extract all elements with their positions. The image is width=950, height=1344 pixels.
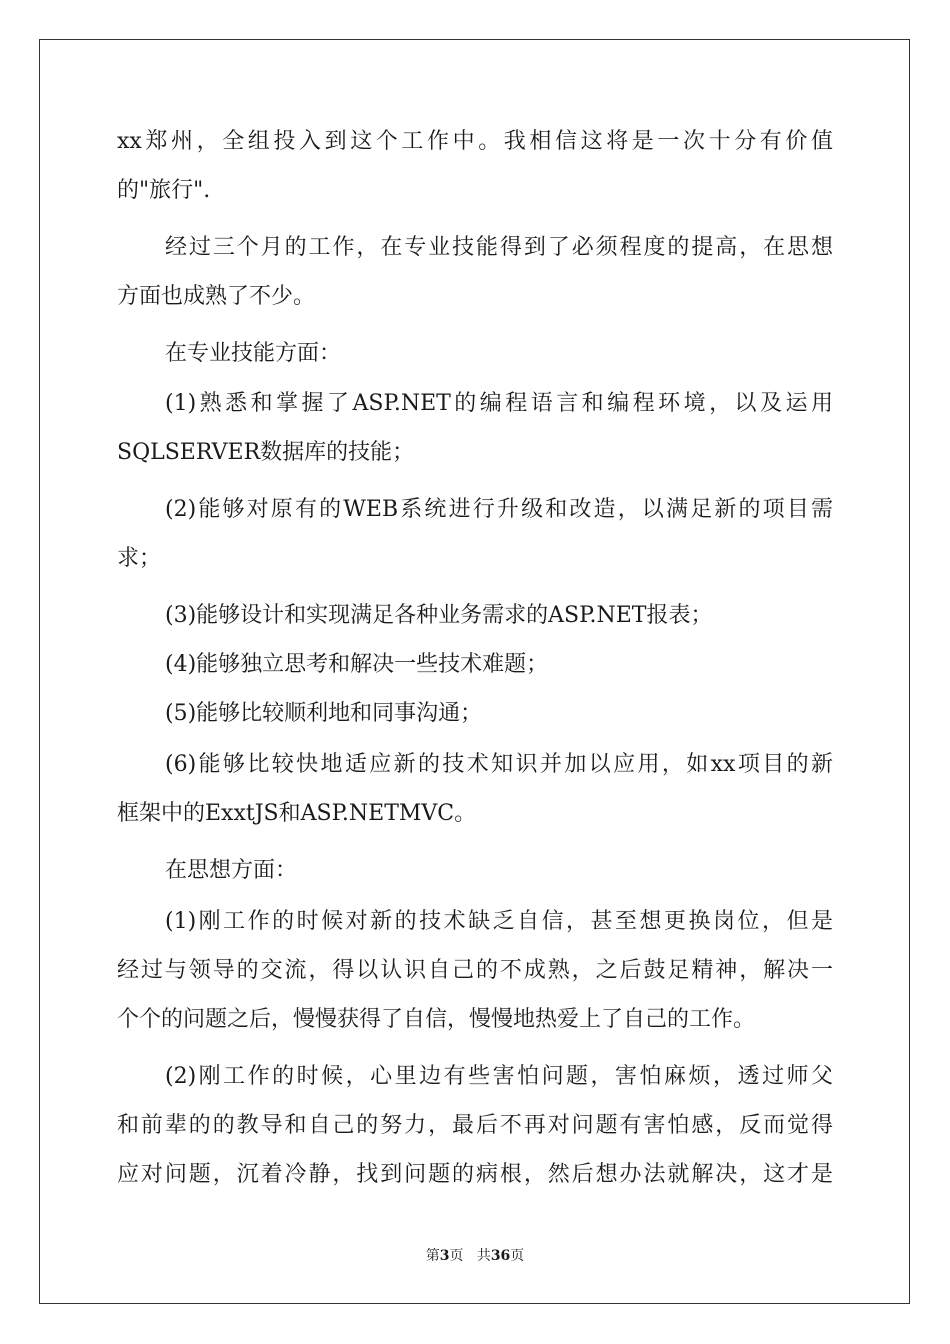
list-item: (1)熟悉和掌握了ASP.NET的编程语言和编程环境，以及运用 (165, 391, 833, 416)
text-line: SQLSERVER数据库的技能； (117, 440, 415, 465)
list-item: (4)能够独立思考和解决一些技术难题； (165, 652, 549, 677)
list-item: (1)刚工作的时候对新的技术缺乏自信，甚至想更换岗位，但是 (165, 909, 833, 934)
total-label-prefix: 共 (476, 1248, 491, 1264)
page-footer (0, 1246, 950, 1266)
list-item: (2)能够对原有的WEB系统进行升级和改造，以满足新的项目需 (165, 497, 833, 522)
text-line: 经过与领导的交流，得以认识自己的不成熟，之后鼓足精神，解决一 (117, 958, 833, 983)
page-label-prefix: 第 (425, 1248, 440, 1264)
text-line: 求； (117, 546, 162, 571)
total-pages: 36 (490, 1248, 511, 1264)
text-line: 的"旅行". (117, 178, 211, 203)
text-line: 框架中的ExxtJS和ASP.NETMVC。 (117, 801, 477, 826)
list-item: (2)刚工作的时候，心里边有些害怕问题，害怕麻烦，透过师父 (165, 1064, 833, 1089)
total-label-suffix: 页 (510, 1248, 525, 1264)
text-line: 经过三个月的工作，在专业技能得到了必须程度的提高，在思想 (165, 235, 833, 260)
page-number: 3 (439, 1248, 450, 1264)
list-item: (6)能够比较快地适应新的技术知识并加以应用，如xx项目的新 (165, 752, 833, 777)
list-item: (3)能够设计和实现满足各种业务需求的ASP.NET报表； (165, 603, 713, 628)
text-line: 应对问题，沉着冷静，找到问题的病根，然后想办法就解决，这才是 (117, 1162, 833, 1187)
section-heading: 在思想方面： (165, 858, 298, 883)
text-line: xx郑州，全组投入到这个工作中。我相信这将是一次十分有价值 (117, 129, 833, 154)
page-label-suffix: 页 (449, 1248, 464, 1264)
text-line: 方面也成熟了不少。 (117, 284, 316, 309)
section-heading: 在专业技能方面： (165, 341, 342, 366)
text-line: 个个的问题之后，慢慢获得了自信，慢慢地热爱上了自己的工作。 (117, 1007, 756, 1032)
text-line: 和前辈的的教导和自己的努力，最后不再对问题有害怕感，反而觉得 (117, 1113, 833, 1138)
list-item: (5)能够比较顺利地和同事沟通； (165, 701, 483, 726)
